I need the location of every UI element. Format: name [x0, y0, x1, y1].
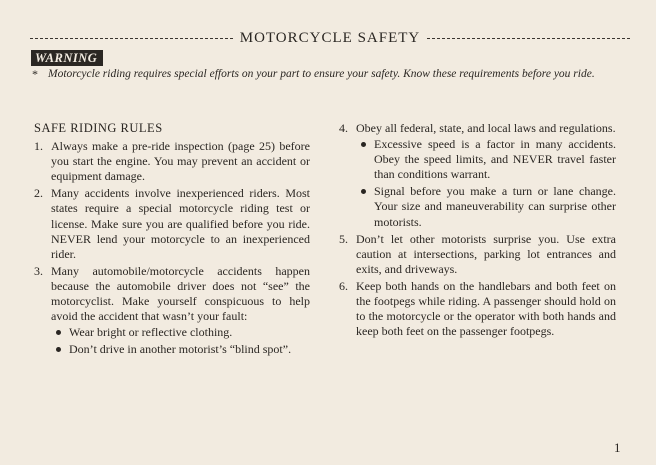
- rule-number: 1.: [34, 139, 43, 154]
- section-heading: SAFE RIDING RULES: [34, 121, 163, 135]
- rule-text: Obey all federal, state, and local laws and regulations.: [356, 121, 616, 135]
- page-number: 1: [614, 440, 621, 455]
- rule-number: 5.: [339, 231, 348, 246]
- bullet-dot-icon: [361, 142, 366, 147]
- bullet-text: Signal before you make a turn or lane change. Your size and maneuverability can surprise other motorists.: [374, 184, 616, 229]
- bullet-dot-icon: [361, 189, 366, 194]
- rule-item-3: [34, 264, 310, 358]
- rule-number: 3.: [34, 263, 43, 278]
- rule-number: 2.: [34, 186, 43, 201]
- bullet-text: Don’t drive in another motorist’s “blind spot”.: [69, 342, 292, 357]
- title-rule-left: [30, 38, 233, 39]
- bullet-dot-icon: [56, 330, 61, 335]
- rule-item-2: [34, 186, 310, 261]
- rule-item-5: [339, 232, 616, 277]
- rule-text: Don’t let other motorists surprise you. Use extra caution at intersections, parking lot entrances and exits, and driveways.: [356, 231, 616, 276]
- bullet-item: [51, 342, 310, 357]
- bullet-dot-icon: [56, 347, 61, 352]
- bullet-item: [51, 325, 310, 340]
- rule-text: Keep both hands on the handlebars and both feet on the footpegs while riding. A passenger should hold on to the motorcycle or the operator with both hands and keep both feet on the passenger footpegs.: [356, 278, 616, 339]
- bullet-item: [356, 137, 616, 182]
- rule-text: Many automobile/motorcycle accidents happen because the automobile driver does not “see” the motorcyclist. Make yourself conspicuous to help avoid the accident that wasn’t your fault:: [51, 263, 310, 324]
- rule-text: Many accidents involve inexperienced riders. Most states require a special motorcycle riding test or license. Make sure you are qualified before you ride. NEVER lend your motorcycle to an inexperienced rider.: [51, 186, 310, 261]
- rule-text: Always make a pre-ride inspection (page 25) before you start the engine. You may prevent an accident or equipment damage.: [51, 139, 310, 184]
- rule-number: 4.: [339, 121, 348, 135]
- warning-badge: WARNING: [31, 50, 103, 66]
- left-column: [34, 121, 310, 359]
- rule-number: 6.: [339, 278, 348, 293]
- rule-item-6: [339, 279, 616, 339]
- title-row: [30, 29, 630, 47]
- bullet-item: [356, 184, 616, 229]
- bullet-text: Excessive speed is a factor in many accidents. Obey the speed limits, and NEVER travel faster than conditions warrant.: [374, 137, 616, 182]
- page-title: MOTORCYCLE SAFETY: [239, 29, 421, 46]
- rule-item-4: [339, 121, 616, 230]
- rule-item-1: [34, 139, 310, 184]
- bullet-text: Wear bright or reflective clothing.: [69, 325, 233, 340]
- title-rule-right: [427, 38, 630, 39]
- warning-text: Motorcycle riding requires special efforts on your part to ensure your safety. Know these requirements before you ride.: [48, 68, 595, 80]
- warning-asterisk: *: [32, 67, 38, 81]
- right-column: [339, 121, 616, 341]
